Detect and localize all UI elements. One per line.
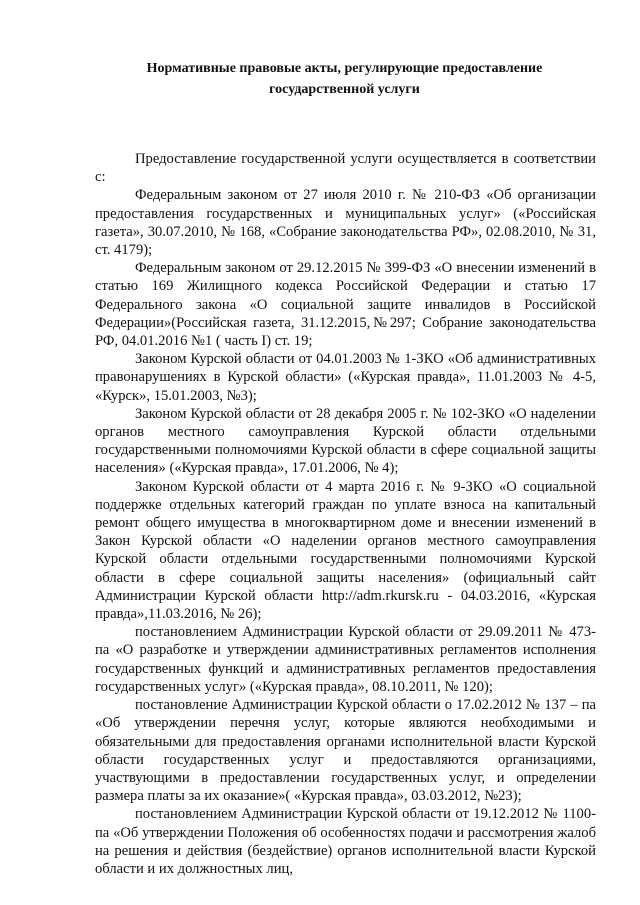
paragraph-law-210-fz: Федеральным законом от 27 июля 2010 г. № 210-ФЗ «Об организации предоставления государственных и муниципальных услуг» («Российская газета», 30.07.2010, № 168, «Собрание законодательства РФ», 02.08.2010, № 31, ст. 4179); [95, 187, 596, 259]
paragraph-resolution-137-pa: постановление Администрации Курской области о 17.02.2012 № 137 – па «Об утверждении перечня услуг, которые являются необходимыми и обязательными для предоставления органами исполнительной власти Курской области государственных услуг и предоставляются организациями, участвующими в предоставлении государственных услуг, и определении размера платы за их оказание»( «Курская правда», 03.03.2012, №23); [95, 697, 596, 805]
paragraph-law-9-zko: Законом Курской области от 4 марта 2016 г. № 9-ЗКО «О социальной поддержке отдельных категорий граждан по уплате взноса на капитальный ремонт общего имущества в многоквартирном доме и внесении изменений в Закон Курской области «О наделении органов местного самоуправления Курской области отдельными государственными полномочиями Курской области в сфере социальной защиты населения» (официальный сайт Администрации Курской области http://adm.rkursk.ru - 04.03.2016, «Курская правда»,11.03.2016, № 26); [95, 478, 596, 623]
paragraph-resolution-1100-pa: постановлением Администрации Курской области от 19.12.2012 № 1100-па «Об утверждении Положения об особенностях подачи и рассмотрения жалоб на решения и действия (бездействие) органов исполнительной власти Курской области и их должностных лиц, [95, 806, 596, 877]
paragraph-resolution-473-pa: постановлением Администрации Курской области от 29.09.2011 № 473-па «О разработке и утверждении административных регламентов исполнения государственных функций и административных регламентов предоставления государственных услуг» («Курская правда», 08.10.2011, № 120); [95, 624, 596, 695]
paragraph-law-1-zko: Законом Курской области от 04.01.2003 № 1-ЗКО «Об административных правонарушениях в Курской области» («Курская правда», 11.01.2003 № 4-5, «Курск», 15.01.2003, №3); [95, 351, 596, 404]
paragraph-law-399-fz: Федеральным законом от 29.12.2015 № 399-ФЗ «О внесении изменений в статью 169 Жилищного кодекса Российской Федерации и статью 17 Федерального закона «О социальной защите инвалидов в Российской Федерации»(Российская газета, 31.12.2015,№297; Собрание законодательства РФ, 04.01.2016 №1 ( часть I) ст. 19; [95, 260, 596, 350]
document-body [95, 150, 596, 878]
page-title: Нормативные правовые акты, регулирующие предоставление государственной услуги [146, 61, 543, 97]
paragraph-law-102-zko: Законом Курской области от 28 декабря 2005 г. № 102-ЗКО «О наделении органов местного самоуправления Курской области отдельными государственными полномочиями Курской области в сфере социальной защиты населения» («Курская правда», 17.01.2006, № 4); [95, 405, 596, 477]
paragraph-intro: Предоставление государственной услуги осуществляется в соответствии с: [95, 151, 596, 186]
